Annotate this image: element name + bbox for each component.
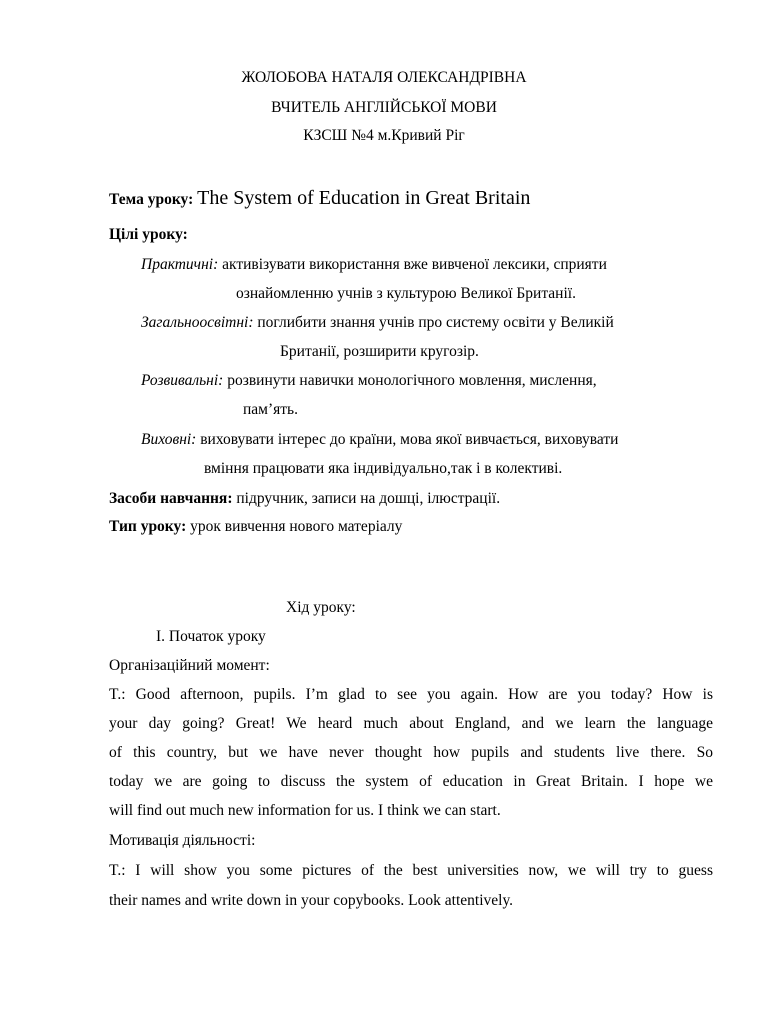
lesson-type-label: Тип уроку:	[109, 518, 187, 535]
goal-practical-line1	[141, 255, 607, 275]
goal-general-text2: Британії, розширити кругозір.	[280, 343, 479, 360]
paragraph-1-line-4: today we are going to discuss the system of education in Great Britain. I hope we	[109, 773, 713, 790]
topic-label: Тема уроку:	[109, 191, 194, 208]
goal-practical-text1: активізувати використання вже вивченої лексики, сприяти	[218, 256, 607, 273]
means-text: підручник, записи на дошці, ілюстрації.	[232, 490, 501, 507]
goal-practical-text2: ознайомленню учнів з культурою Великої Британії.	[236, 285, 576, 302]
means-label: Засоби навчання:	[109, 490, 233, 507]
goals-label: Цілі уроку:	[109, 226, 188, 243]
goal-developing-label: Розвивальні:	[141, 372, 224, 389]
lesson-type-text: урок вивчення нового матеріалу	[186, 518, 403, 535]
means-line	[109, 489, 500, 509]
school-name: КЗСШ №4 м.Кривий Ріг	[303, 127, 465, 144]
paragraph-1-line-1: T.: Good afternoon, pupils. I’m glad to see you again. How are you today? How is	[109, 686, 713, 703]
topic-title: The System of Education in Great Britain	[197, 187, 531, 209]
lesson-type-line	[109, 517, 402, 537]
goal-general-line1	[141, 313, 614, 333]
stage-title: I. Початок уроку	[156, 628, 266, 645]
org-moment-heading: Організаційний момент:	[109, 657, 270, 674]
paragraph-2-line-1: T.: I will show you some pictures of the best universities now, we will try to guess	[109, 862, 713, 879]
paragraph-2-line-2: their names and write down in your copybooks. Look attentively.	[109, 892, 514, 909]
author-name: ЖОЛОБОВА НАТАЛЯ ОЛЕКСАНДРІВНА	[241, 69, 527, 86]
paragraph-1-line-2: your day going? Great! We heard much about England, and we learn the language	[109, 715, 713, 732]
paragraph-1-line-3: of this country, but we have never thought how pupils and students live there. So	[109, 744, 713, 761]
goal-educational-line1	[141, 430, 618, 450]
author-position: ВЧИТЕЛЬ АНГЛІЙСЬКОЇ МОВИ	[271, 99, 497, 116]
goal-developing-text1: розвинути навички монологічного мовлення, мислення,	[223, 372, 597, 389]
goal-educational-text1: виховувати інтерес до країни, мова якої вивчається, виховувати	[196, 431, 619, 448]
course-title: Хід уроку:	[286, 599, 356, 616]
goal-general-text1: поглибити знання учнів про систему освіти у Великій	[253, 314, 614, 331]
topic-line	[109, 188, 530, 210]
motivation-heading: Мотивація діяльності:	[109, 832, 256, 849]
goal-educational-text2: вміння працювати яка індивідуально,так і в колективі.	[204, 460, 563, 477]
goal-educational-label: Виховні:	[141, 431, 197, 448]
goal-developing-text2: пам’ять.	[243, 401, 298, 418]
goal-general-label: Загальноосвітні:	[141, 314, 254, 331]
goal-developing-line1	[141, 371, 597, 391]
goal-practical-label: Практичні:	[141, 256, 219, 273]
paragraph-1-line-5: will find out much new information for us. I think we can start.	[109, 802, 501, 819]
